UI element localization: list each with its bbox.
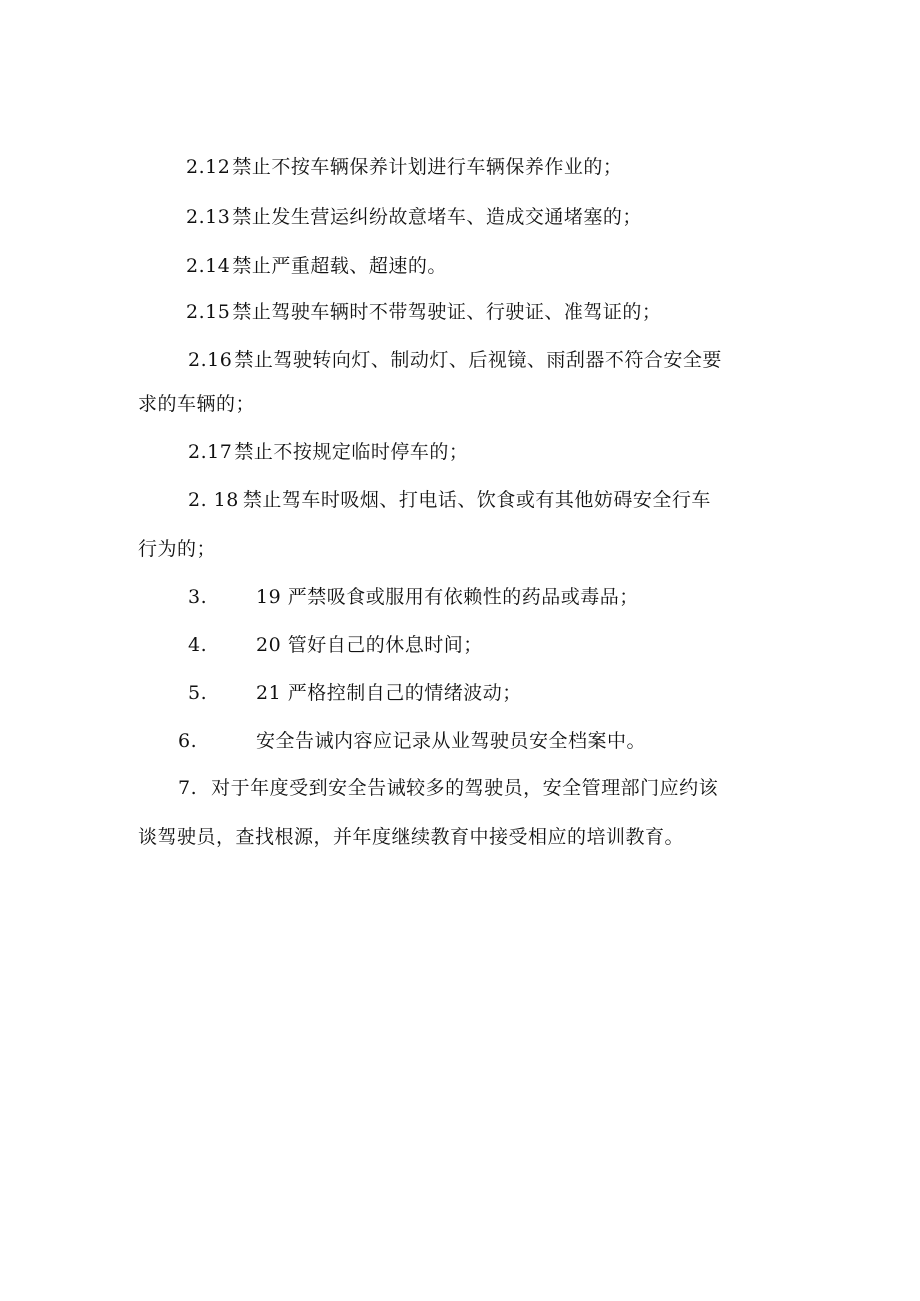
clause-text: 禁止驾驶车辆时不带驾驶证、行驶证、准驾证的； xyxy=(232,301,662,323)
clause-number: 2.13 xyxy=(186,206,231,228)
clause-number: 2.15 xyxy=(186,301,231,323)
clause-number: 7. xyxy=(178,777,198,799)
clause-2-16-continuation xyxy=(138,392,255,416)
clause-7 xyxy=(178,776,718,800)
clause-2-15 xyxy=(186,300,661,324)
clause-5-body xyxy=(256,681,522,705)
clause-2-16 xyxy=(188,348,722,372)
clause-2-17 xyxy=(188,440,468,464)
clause-2-14 xyxy=(186,254,447,278)
clause-text: 禁止不按车辆保养计划进行车辆保养作业的； xyxy=(232,156,623,178)
clause-number: 4. xyxy=(188,634,208,656)
clause-2-12 xyxy=(186,155,622,179)
clause-text: 禁止严重超载、超速的。 xyxy=(232,255,447,277)
clause-continuation: 行为的； xyxy=(138,538,217,560)
clause-continuation: 谈驾驶员，查找根源，并年度继续教育中接受相应的培训教育。 xyxy=(138,826,685,848)
clause-text: 禁止发生营运纠纷故意堵车、造成交通堵塞的； xyxy=(232,206,642,228)
clause-number: 2.14 xyxy=(186,255,231,277)
clause-2-18-continuation xyxy=(138,537,216,561)
clause-number: 2.12 xyxy=(186,156,231,178)
clause-2-13 xyxy=(186,205,642,229)
clause-continuation: 求的车辆的； xyxy=(138,393,256,415)
clause-2-18 xyxy=(188,488,711,512)
clause-text: 20 管好自己的休息时间； xyxy=(256,634,483,656)
clause-text: 禁止驾车时吸烟、打电话、饮食或有其他妨碍安全行车 xyxy=(242,489,711,511)
clause-5 xyxy=(188,681,207,705)
clause-text: 安全告诫内容应记录从业驾驶员安全档案中。 xyxy=(256,730,647,752)
clause-6-body xyxy=(256,729,646,753)
clause-text: 禁止驾驶转向灯、制动灯、后视镜、雨刮器不符合安全要 xyxy=(234,349,722,371)
clause-text: 21 严格控制自己的情绪波动； xyxy=(256,682,522,704)
clause-number: 2.16 xyxy=(188,349,233,371)
clause-number: 5. xyxy=(188,682,208,704)
clause-6 xyxy=(178,729,197,753)
clause-7-continuation xyxy=(138,825,684,849)
clause-number: 2.17 xyxy=(188,441,233,463)
clause-text: 禁止不按规定临时停车的； xyxy=(234,441,469,463)
clause-text: 19 严禁吸食或服用有依赖性的药品或毒品； xyxy=(256,586,639,608)
clause-number: 3. xyxy=(188,586,208,608)
clause-3 xyxy=(188,585,207,609)
clause-number: 6. xyxy=(178,730,198,752)
clause-number: 2. 18 xyxy=(188,489,239,511)
clause-4 xyxy=(188,633,207,657)
clause-3-body xyxy=(256,585,639,609)
clause-4-body xyxy=(256,633,483,657)
clause-text: 对于年度受到安全告诫较多的驾驶员，安全管理部门应约该 xyxy=(211,777,719,799)
